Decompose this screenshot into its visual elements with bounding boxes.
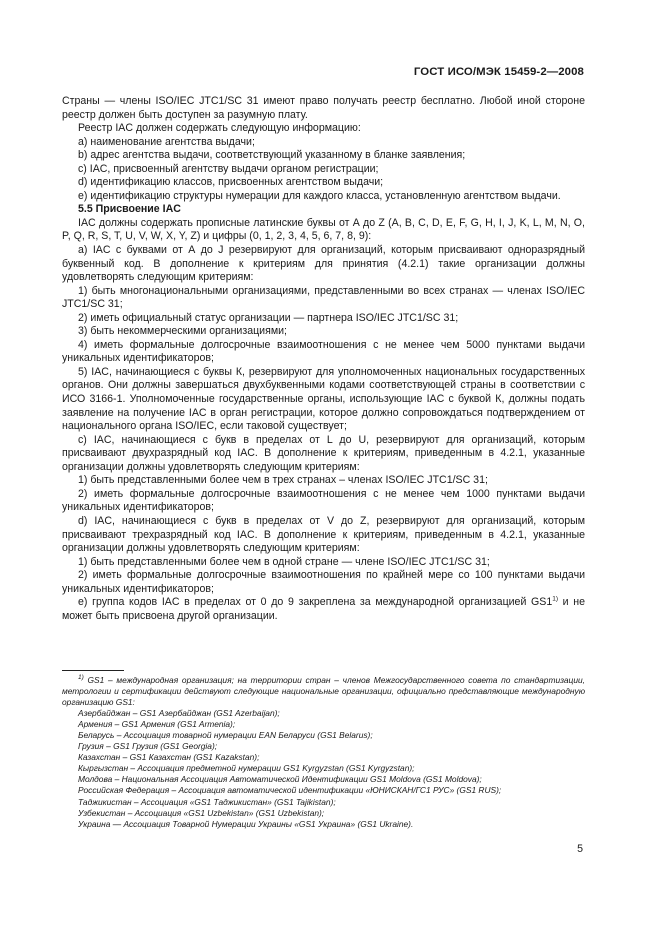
list-item: 2) иметь формальные долгосрочные взаимоотношения по крайней мере со 100 пунктами выдачи уникальных идентификаторов;	[62, 569, 585, 595]
list-item: a) наименование агентства выдачи;	[78, 135, 255, 148]
paragraph: IAC должны содержать прописные латинские буквы от А до Z (А, В, С, D, E, F, G, H, I, J, K, L, M, N, O, P, Q, R, S, T, U, V, W, X, Y, Z) и цифры (0, 1, 2, 3, 4, 5, 6, 7, 8, 9):	[62, 216, 585, 243]
paragraph-text: е) группа кодов IAC в пределах от 0 до 9 закреплена за международной организацией GS1	[78, 596, 553, 609]
list-item: 1) быть представленными более чем в одной стране — члене ISO/IEC JTC1/SC 31;	[78, 555, 490, 568]
footnote-item: Российская Федерация – Ассоциация автоматической идентификации «ЮНИСКАН/ГС1 РУС» (GS1 RUS);	[78, 785, 502, 796]
footnote	[62, 675, 585, 830]
paragraph: а) IAC с буквами от А до J резервируют для организаций, которым присваивают одноразрядный буквенный код. В дополнение к критериям для принятия (4.2.1) такие организации должны удовлетворять следующим критериям:	[62, 244, 585, 284]
footnote-item: Грузия – GS1 Грузия (GS1 Georgia);	[78, 741, 218, 752]
footnote-item: Таджикистан – Ассоциация «GS1 Таджикистан» (GS1 Tajikistan);	[78, 796, 336, 807]
footnote-item: Армения – GS1 Армения (GS1 Armenia);	[78, 719, 236, 730]
footnote-item: Узбекистан – Ассоциация «GS1 Uzbekistan» (GS1 Uzbekistan);	[78, 807, 325, 818]
footnote-item: Беларусь – Ассоциация товарной нумерации EAN Беларуси (GS1 Belarus);	[78, 730, 373, 741]
list-item: 3) быть некоммерческими организациями;	[78, 325, 287, 338]
list-item: 2) иметь формальные долгосрочные взаимоотношения с не менее чем 1000 пунктами выдачи уникальных идентификаторов;	[62, 487, 585, 514]
list-item: b) адрес агентства выдачи, соответствующий указанному в бланке заявления;	[78, 149, 466, 162]
paragraph: Страны — члены ISO/IEC JTC1/SC 31 имеют право получать реестр бесплатно. Любой иной стороне реестр должен быть доступен за разумную плату.	[62, 95, 585, 121]
list-item: 1) быть многонациональными организациями, представленными во всех странах — членах ISO/IEC JTC1/SC 31;	[62, 284, 585, 311]
footnote-separator	[62, 670, 124, 671]
list-item: 1) быть представленными более чем в трех странах – членах ISO/IEC JTC1/SC 31;	[78, 474, 488, 487]
footnote-item: Кыргызстан – Ассоциация предметной нумерации GS1 Kyrgyzstan (GS1 Kyrgyzstan);	[78, 763, 415, 774]
footnote-text: GS1 – международная организация; на территории стран – членов Межгосударственного совета по стандартизации, метрологии и сертификации действуют следующие национальные организации, официально представляющие международную организацию GS1:	[62, 675, 585, 708]
paragraph: с) IAC, начинающиеся с букв в пределах от L до U, резервируют для организаций, которым присваивают двухразрядный код IAC. В дополнение к критериям, приведенным в 4.2.1, указанные организации должны удовлетворять следующим критериям:	[62, 433, 585, 473]
footnote-item: Азербайджан – GS1 Азербайджан (GS1 Azerbaijan);	[78, 708, 280, 719]
list-item: 2) иметь официальный статус организации — партнера ISO/IEC JTC1/SC 31;	[78, 311, 459, 324]
list-item: e) идентификацию структуры нумерации для каждого класса, установленную агентством выдачи.	[78, 189, 561, 202]
paragraph: Реестр IAC должен содержать следующую информацию:	[78, 122, 361, 135]
footnote-reference[interactable]: 1)	[552, 595, 559, 603]
paragraph: d) IAC, начинающиеся с букв в пределах от V до Z, резервируют для организаций, которым присваивают трехразрядный код IAC. В дополнение к критериям, приведенным в 4.2.1, указанные организации должны удовлетворять следующим критериям:	[62, 514, 585, 555]
document-header: ГОСТ ИСО/МЭК 15459-2—2008	[413, 66, 584, 78]
footnote-item: Молдова – Национальная Ассоциация Автоматической Идентификации GS1 Moldova (GS1 Moldova);	[78, 774, 482, 785]
list-item: d) идентификацию классов, присвоенных агентством выдачи;	[78, 176, 384, 189]
list-item: 5) IAC, начинающиеся с буквы К, резервируют для уполномоченных национальных государственных органов. Они должны завершаться двухбуквенными кодами соответствующей страны в соответствии с ИСО 3166-1. Уполномоченные государственные органы, использующие IAC с буквой К, должны подать заявление на получение IAC в орган регистрации, которое должно сопровождаться подтверждением от национального органа ISO/IEC, если таковой существует;	[62, 365, 585, 433]
footnote-marker: 1)	[78, 674, 84, 682]
footnote-item: Украина — Ассоциация Товарной Нумерации Украины «GS1 Украина» (GS1 Ukraine).	[78, 818, 414, 829]
footnote-intro	[62, 675, 585, 708]
main-text	[62, 95, 585, 623]
page-number: 5	[577, 843, 583, 855]
footnote-item: Казахстан – GS1 Казахстан (GS1 Kazakstan);	[78, 752, 260, 763]
paragraph	[62, 596, 585, 623]
section-heading: 5.5 Присвоение IAC	[78, 203, 181, 216]
paragraph-text: и не может быть присвоена другой организации.	[62, 596, 586, 622]
list-item: 4) иметь формальные долгосрочные взаимоотношения с не менее чем 5000 пунктами выдачи уникальных идентификаторов;	[62, 338, 585, 365]
list-item: c) IAC, присвоенный агентству выдачи органом регистрации;	[78, 162, 379, 175]
